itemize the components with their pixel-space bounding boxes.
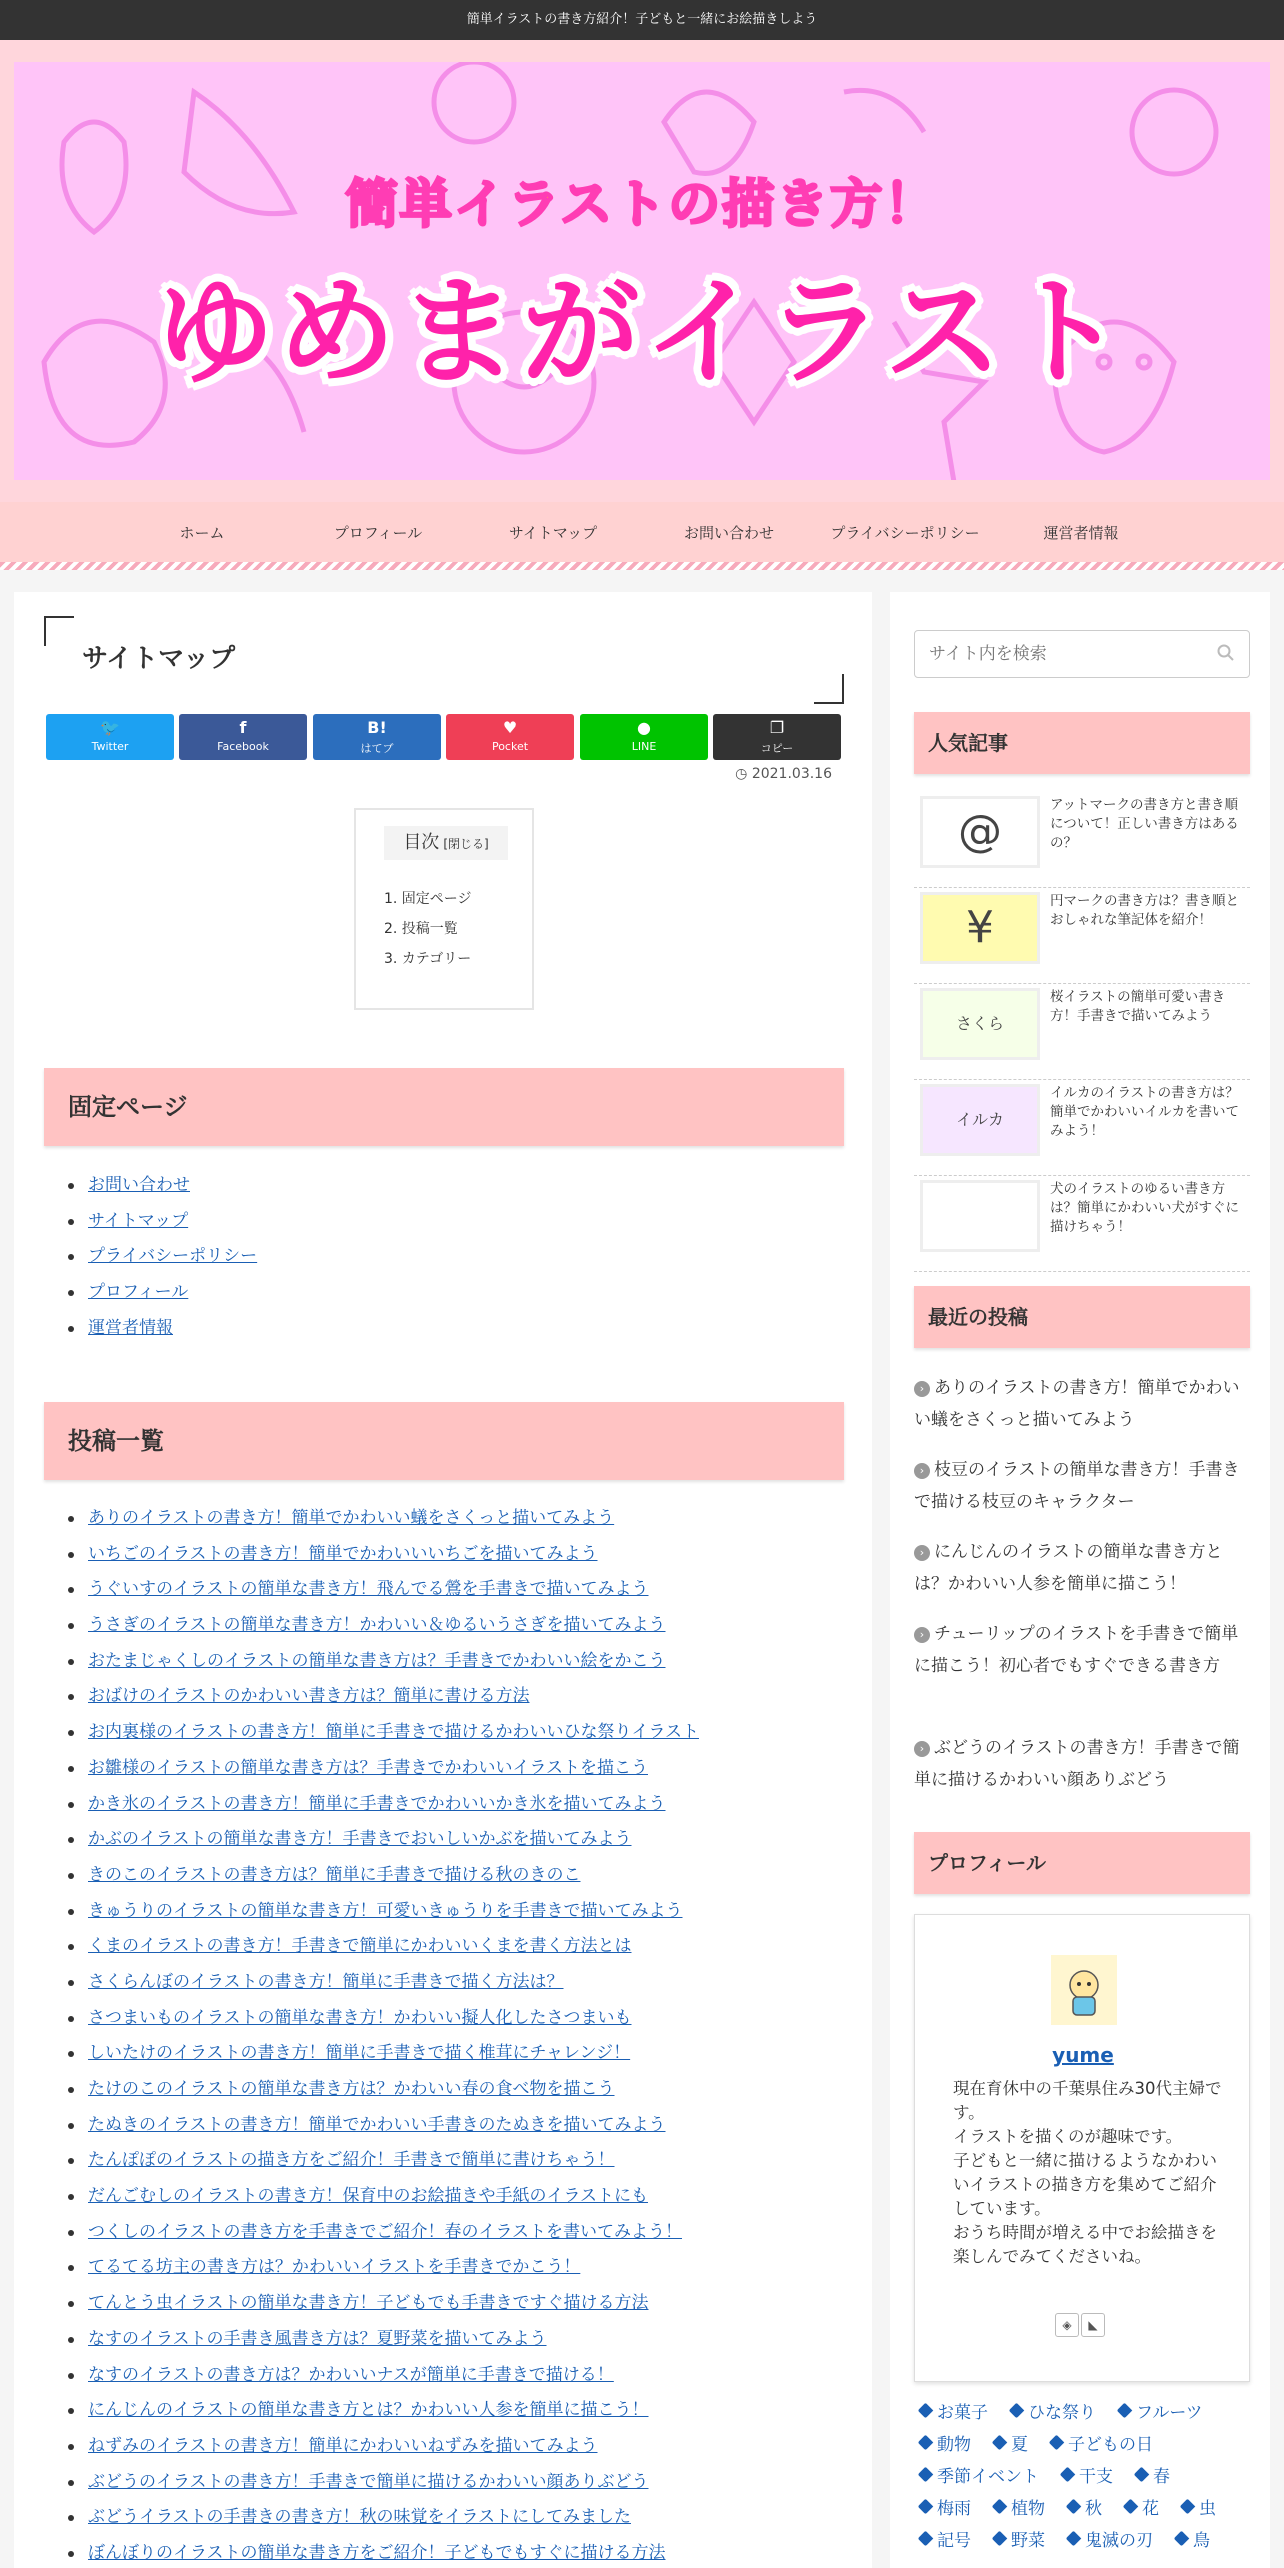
nav-item-contact[interactable]: お問い合わせ (683, 524, 774, 542)
tag-link[interactable] (994, 2494, 1045, 2519)
post-item (74, 2001, 699, 2037)
site-header (0, 40, 1284, 502)
fixed-page-link[interactable]: 運営者情報 (88, 1317, 173, 1338)
popular-title[interactable]: 桜イラストの簡単可愛い書き方！手書きで描いてみよう (1050, 989, 1226, 1024)
post-link[interactable]: うさぎのイラストの簡単な書き方！かわいい＆ゆるいうさぎを描いてみよう (88, 1615, 666, 1636)
recent-post-link[interactable] (914, 1618, 1250, 1682)
profile-text-line: おうち時間が増える中でお絵描きを楽しんでみてくださいね。 (953, 2223, 1217, 2266)
post-item (74, 2036, 699, 2072)
page-title: サイトマップ (82, 644, 236, 674)
toc-header (384, 826, 508, 860)
tag-icon (992, 2531, 1008, 2547)
tag-icon (918, 2499, 934, 2515)
post-item (74, 2108, 699, 2144)
post-link[interactable]: たぬきのイラストの書き方！簡単でかわいい手書きのたぬきを描いてみよう (88, 2114, 666, 2135)
post-link[interactable]: おばけのイラストのかわいい書き方は？簡単に書ける方法 (88, 1686, 530, 1707)
tag-link[interactable] (1136, 2462, 1170, 2487)
tag-icon (992, 2435, 1008, 2451)
post-link[interactable]: さくらんぼのイラストの書き方！簡単に手書きで描く方法は？ (88, 1971, 564, 1992)
tag-icon (918, 2403, 934, 2419)
recent-post-title: ぶどうのイラストの書き方！手書きで簡単に描けるかわいい顔ありぶどう (914, 1738, 1240, 1790)
share-label: コピー (760, 742, 794, 755)
chevron-right-icon: › (914, 1627, 930, 1643)
share-buttons (46, 714, 842, 760)
recent-post-title: チューリップのイラストを手書きで簡単に描こう！初心者でもすぐできる書き方 (914, 1624, 1239, 1676)
share-label: LINE (631, 740, 657, 753)
post-item (74, 2072, 699, 2108)
tag-link[interactable] (920, 2398, 988, 2423)
share-label: Facebook (217, 740, 269, 753)
tag-link[interactable] (1125, 2494, 1159, 2519)
site-tagline: 簡単イラストの書き方紹介！子どもと一緒にお絵描きしよう (0, 0, 1284, 40)
share-label: Twitter (91, 740, 129, 753)
popular-title[interactable]: 円マークの書き方は？書き順とおしゃれな筆記体を紹介！ (1050, 893, 1239, 928)
tag-label: 春 (1153, 2467, 1170, 2487)
post-item (74, 2322, 699, 2358)
search-input[interactable] (914, 630, 1250, 678)
post-link[interactable]: かき氷のイラストの書き方！簡単に手書きでかわいいかき氷を描いてみよう (88, 1793, 666, 1814)
post-link[interactable]: お雛様のイラストの簡単な書き方は？手書きでかわいいイラストを描こう (88, 1757, 648, 1778)
post-item (74, 1929, 699, 1965)
table-of-contents (354, 808, 534, 1010)
tag-label: 虫 (1199, 2499, 1216, 2519)
tag-link[interactable] (1062, 2462, 1113, 2487)
profile-text (953, 2077, 1223, 2269)
main-nav (0, 502, 1284, 564)
post-item (74, 1679, 699, 1715)
popular-thumbnail[interactable] (920, 892, 1040, 964)
title-corner-bottom (814, 674, 844, 704)
tag-icon (918, 2531, 934, 2547)
rss-icon[interactable]: ◣ (1081, 2313, 1105, 2337)
nav-item-operator[interactable]: 運営者情報 (1043, 524, 1119, 542)
post-item (74, 2143, 699, 2179)
post-link[interactable]: てんとう虫イラストの簡単な書き方！子どもでも手書きですぐ描ける方法 (88, 2293, 649, 2314)
toc-toggle[interactable]: [閉じる] (443, 837, 489, 851)
tag-label: お菓子 (937, 2403, 988, 2423)
post-item (74, 1501, 699, 1537)
tag-label: 梅雨 (937, 2499, 971, 2519)
post-link[interactable]: ぶどうイラストの手書きの書き方！秋の味覚をイラストにしてみました (88, 2507, 631, 2528)
post-item (74, 1822, 699, 1858)
tag-link[interactable] (920, 2526, 971, 2551)
tag-link[interactable] (1182, 2494, 1216, 2519)
tag-icon (918, 2435, 934, 2451)
tag-label: 野菜 (1011, 2531, 1045, 2551)
post-item (74, 2286, 699, 2322)
chevron-right-icon: › (914, 1381, 930, 1397)
header-banner[interactable] (14, 62, 1270, 480)
post-link[interactable]: きのこのイラストの書き方は？簡単に手書きで描ける秋のきのこ (88, 1864, 581, 1885)
post-item (74, 1608, 699, 1644)
tag-icon (1060, 2467, 1076, 2483)
fixed-page-link[interactable]: サイトマップ (88, 1210, 189, 1231)
post-link[interactable]: さつまいものイラストの簡単な書き方！かわいい擬人化したさつまいも (88, 2007, 632, 2028)
post-item (74, 2465, 699, 2501)
tag-label: 鳥 (1193, 2531, 1210, 2551)
search-icon[interactable] (1216, 643, 1236, 663)
tag-label: 干支 (1079, 2467, 1113, 2487)
fixed-page-item (74, 1168, 257, 1204)
share-pocket-button[interactable] (446, 714, 574, 760)
nav-divider (0, 562, 1284, 570)
post-link[interactable]: うぐいすのイラストの簡単な書き方！飛んでる鶯を手書きで描いてみよう (88, 1579, 649, 1600)
tag-label: ひな祭り (1028, 2403, 1096, 2423)
post-item (74, 1894, 699, 1930)
title-corner-top (44, 616, 74, 646)
facebook-icon: f (239, 718, 247, 737)
recent-post-title: ありのイラストの書き方！簡単でかわいい蟻をさくっと描いてみよう (914, 1378, 1240, 1430)
share-hatena-button[interactable] (313, 714, 441, 760)
profile-text-line: 現在育休中の千葉県住み30代主婦です。 (953, 2079, 1222, 2122)
toc-item[interactable]: 1. 固定ページ (384, 891, 472, 907)
fixed-page-link[interactable]: プライバシーポリシー (88, 1246, 258, 1267)
popular-thumbnail[interactable] (920, 988, 1040, 1060)
popular-item[interactable] (914, 1080, 1250, 1176)
tag-icon (1066, 2531, 1082, 2547)
feedly-icon[interactable]: ◈ (1055, 2313, 1079, 2337)
post-item (74, 1644, 699, 1680)
chevron-right-icon: › (914, 1741, 930, 1757)
post-link[interactable]: つくしのイラストの書き方を手書きでご紹介！春のイラストを書いてみよう！ (88, 2221, 682, 2242)
pocket-icon: ♥ (502, 718, 518, 737)
tag-label: 夏 (1011, 2435, 1028, 2455)
tag-link[interactable] (1051, 2430, 1153, 2455)
nav-item-profile[interactable]: プロフィール (333, 524, 423, 542)
tag-link[interactable] (1068, 2526, 1153, 2551)
nav-item-privacy[interactable]: プライバシーポリシー (830, 524, 980, 542)
post-item (74, 1572, 699, 1608)
tag-icon (1009, 2403, 1025, 2419)
recent-heading: 最近の投稿 (914, 1286, 1250, 1348)
post-link[interactable]: ぶどうのイラストの書き方！手書きで簡単に描けるかわいい顔ありぶどう (88, 2471, 649, 2492)
popular-title[interactable]: 犬のイラストのゆるい書き方は？簡単にかわいい犬がすぐに描けちゃう！ (1050, 1181, 1239, 1235)
banner-subtitle: 簡単イラストの描き方！ (345, 175, 939, 235)
post-item (74, 2536, 699, 2568)
recent-post-link[interactable] (914, 1372, 1250, 1436)
post-date-value: 2021.03.16 (751, 766, 832, 782)
profile-card (914, 1914, 1250, 2382)
post-item (74, 1537, 699, 1573)
toc-item[interactable]: 3. カテゴリー (384, 951, 472, 967)
tag-link[interactable] (1176, 2526, 1210, 2551)
popular-title[interactable]: イルカのイラストの書き方は？簡単でかわいいイルカを書いてみよう！ (1050, 1085, 1239, 1139)
profile-text-line: イラストを描くのが趣味です。 (953, 2127, 1183, 2146)
post-link[interactable]: ねずみのイラストの書き方！簡単にかわいいねずみを描いてみよう (88, 2435, 598, 2456)
tag-icon (1066, 2499, 1082, 2515)
thumbnail-text: イルカ (955, 1110, 1004, 1129)
share-line-button[interactable] (580, 714, 708, 760)
profile-text-line: 子どもと一緒に描けるようなかわいいイラストの描き方を集めてご紹介しています。 (953, 2151, 1217, 2218)
share-label: はてブ (360, 742, 394, 755)
post-link[interactable]: おたまじゃくしのイラストの簡単な書き方は？手書きでかわいい絵をかこう (88, 1650, 666, 1671)
popular-item[interactable] (914, 984, 1250, 1080)
tag-link[interactable] (994, 2430, 1028, 2455)
share-twitter-button[interactable] (46, 714, 174, 760)
post-link[interactable]: きゅうりのイラストの簡単な書き方！可愛いきゅうりを手書きで描いてみよう (88, 1900, 683, 1921)
nav-item-home[interactable]: ホーム (179, 524, 225, 542)
fixed-pages-heading: 固定ページ (44, 1068, 844, 1146)
post-link[interactable]: いちごのイラストの書き方！簡単でかわいいいちごを描いてみよう (88, 1543, 598, 1564)
tag-icon (1180, 2499, 1196, 2515)
fixed-page-link[interactable]: プロフィール (88, 1282, 189, 1303)
post-link[interactable]: くまのイラストの書き方！手書きで簡単にかわいいくまを書く方法とは (88, 1936, 632, 1957)
tag-icon (1117, 2403, 1133, 2419)
toc-title: 目次 (403, 832, 440, 853)
tag-link[interactable] (920, 2494, 971, 2519)
popular-thumbnail[interactable] (920, 1084, 1040, 1156)
share-facebook-button[interactable] (179, 714, 307, 760)
share-copy-button[interactable] (713, 714, 841, 760)
sidebar (890, 592, 1270, 2568)
fixed-page-item (74, 1204, 257, 1240)
thumbnail-text: ¥ (966, 902, 994, 953)
post-link[interactable]: たんぽぽのイラストの描き方をご紹介！手書きで簡単に書けちゃう！ (88, 2150, 615, 2171)
popular-item[interactable] (914, 792, 1250, 888)
posts-heading: 投稿一覧 (44, 1402, 844, 1480)
hatena-icon: B! (367, 718, 387, 737)
post-item (74, 2358, 699, 2394)
tag-link[interactable] (920, 2462, 1039, 2487)
tag-icon (1134, 2467, 1150, 2483)
post-link[interactable]: たけのこのイラストの簡単な書き方は？かわいい春の食べ物を描こう (88, 2079, 615, 2099)
thumbnail-text: さくら (955, 1014, 1004, 1033)
tag-link[interactable] (994, 2526, 1045, 2551)
tag-link[interactable] (1119, 2398, 1203, 2423)
post-item (74, 1715, 699, 1751)
fixed-page-link[interactable]: お問い合わせ (88, 1175, 190, 1195)
fixed-pages-list (74, 1168, 257, 1346)
popular-item[interactable] (914, 888, 1250, 984)
post-item (74, 2250, 699, 2286)
thumbnail-text: @ (958, 806, 1002, 857)
post-item (74, 2393, 699, 2429)
post-link[interactable]: てるてる坊主の書き方は？かわいいイラストを手書きでかこう！ (88, 2257, 581, 2278)
clock-icon: ◷ (735, 766, 748, 782)
share-label: Pocket (491, 740, 529, 753)
post-link[interactable]: お内裏様のイラストの書き方！簡単に手書きで描けるかわいいひな祭りイラスト (88, 1722, 699, 1743)
site-title[interactable]: ゆめまがイラスト (155, 263, 1129, 401)
post-item (74, 1787, 699, 1823)
title-frame (44, 616, 844, 704)
popular-thumbnail[interactable] (920, 1180, 1040, 1252)
tag-icon (1123, 2499, 1139, 2515)
post-date (735, 766, 832, 782)
popular-item[interactable] (914, 1176, 1250, 1272)
popular-title[interactable]: アットマークの書き方と書き順について！正しい書き方はあるの？ (1050, 797, 1239, 851)
post-item (74, 1965, 699, 2001)
toc-list (384, 884, 472, 974)
tag-icon (992, 2499, 1008, 2515)
tag-label: フルーツ (1136, 2403, 1203, 2423)
tag-label: 鬼滅の刃 (1085, 2531, 1153, 2551)
post-link[interactable]: なすのイラストの書き方は？かわいいナスが簡単に手書きで描ける！ (88, 2364, 614, 2385)
posts-list (74, 1501, 699, 2568)
post-link[interactable]: なすのイラストの手書き風書き方は？夏野菜を描いてみよう (88, 2328, 547, 2349)
copy-icon: ❐ (769, 718, 785, 737)
tag-label: 季節イベント (937, 2467, 1039, 2487)
post-link[interactable]: ありのイラストの書き方！簡単でかわいい蟻をさくっと描いてみよう (88, 1508, 615, 1528)
tag-label: 秋 (1085, 2499, 1102, 2519)
post-item (74, 1751, 699, 1787)
line-icon: ● (637, 718, 651, 737)
nav-item-sitemap[interactable]: サイトマップ (508, 524, 598, 542)
recent-post-link[interactable] (914, 1454, 1250, 1518)
tag-icon (918, 2467, 934, 2483)
fixed-page-item (74, 1275, 257, 1311)
chevron-right-icon: › (914, 1545, 930, 1561)
tag-link[interactable] (1011, 2398, 1096, 2423)
post-item (74, 2215, 699, 2251)
chevron-right-icon: › (914, 1463, 930, 1479)
profile-icons (1055, 2313, 1107, 2337)
tag-link[interactable] (920, 2430, 971, 2455)
profile-name[interactable]: yume (1052, 2043, 1114, 2067)
tag-icon (1174, 2531, 1190, 2547)
post-link[interactable]: ぼんぼりのイラストの簡単な書き方をご紹介！子どもでもすぐに描ける方法 (88, 2542, 666, 2563)
tag-icon (1049, 2435, 1065, 2451)
post-item (74, 1858, 699, 1894)
tag-label: 動物 (937, 2435, 971, 2455)
main-content (14, 592, 872, 2568)
tag-label: 花 (1142, 2499, 1159, 2519)
tag-link[interactable] (1068, 2494, 1102, 2519)
post-item (74, 2500, 699, 2536)
post-item (74, 2429, 699, 2465)
fixed-page-item (74, 1239, 257, 1275)
recent-post-link[interactable] (914, 1536, 1250, 1600)
post-link[interactable]: かぶのイラストの簡単な書き方！手書きでおいしいかぶを描いてみよう (88, 1829, 632, 1850)
recent-post-title: にんじんのイラストの簡単な書き方とは？かわいい人参を簡単に描こう！ (914, 1542, 1223, 1594)
post-link[interactable]: だんごむしのイラストの書き方！保育中のお絵描きや手紙のイラストにも (88, 2186, 648, 2207)
recent-post-link[interactable] (914, 1732, 1250, 1796)
popular-heading: 人気記事 (914, 712, 1250, 774)
toc-item[interactable]: 2. 投稿一覧 (384, 921, 458, 937)
tag-label: 子どもの日 (1068, 2435, 1153, 2455)
post-link[interactable]: しいたけのイラストの書き方！簡単に手書きで描く椎茸にチャレンジ！ (88, 2043, 631, 2064)
fixed-page-item (74, 1311, 257, 1347)
avatar[interactable] (1051, 1955, 1117, 2025)
post-link[interactable]: にんじんのイラストの簡単な書き方とは？かわいい人参を簡単に描こう！ (88, 2400, 649, 2421)
popular-thumbnail[interactable] (920, 796, 1040, 868)
tag-label: 記号 (937, 2531, 971, 2551)
tag-label: 植物 (1011, 2499, 1045, 2519)
twitter-icon: 🐦 (100, 718, 120, 737)
recent-post-title: 枝豆のイラストの簡単な書き方！手書きで描ける枝豆のキャラクター (914, 1460, 1240, 1512)
post-item (74, 2179, 699, 2215)
profile-heading: プロフィール (914, 1832, 1250, 1894)
